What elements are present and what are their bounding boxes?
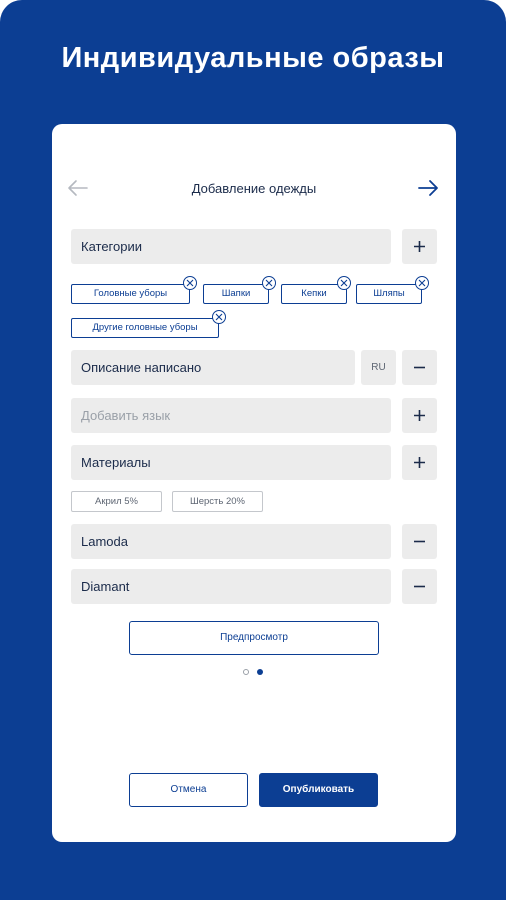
preview-button[interactable]: Предпросмотр [129, 621, 379, 655]
remove-chip-icon[interactable] [183, 276, 197, 290]
remove-chip-icon[interactable] [415, 276, 429, 290]
headline: Индивидуальные образы [61, 42, 445, 74]
category-chip[interactable]: Головные уборы [71, 284, 190, 304]
remove-store-button[interactable] [402, 569, 437, 604]
remove-chip-icon[interactable] [337, 276, 351, 290]
remove-description-button[interactable] [402, 350, 437, 385]
category-chip[interactable]: Шляпы [356, 284, 422, 304]
materials-field[interactable]: Материалы [71, 445, 391, 480]
add-category-button[interactable] [402, 229, 437, 264]
plus-icon [413, 409, 426, 422]
categories-field[interactable]: Категории [71, 229, 391, 264]
page-dot-2[interactable] [257, 669, 263, 675]
remove-chip-icon[interactable] [212, 310, 226, 324]
minus-icon [413, 361, 426, 374]
minus-icon [413, 580, 426, 593]
publish-button[interactable]: Опубликовать [259, 773, 378, 807]
category-chip[interactable]: Кепки [281, 284, 347, 304]
material-tag[interactable]: Шерсть 20% [172, 491, 263, 512]
minus-icon [413, 535, 426, 548]
category-chip[interactable]: Другие головные уборы [71, 318, 219, 338]
add-language-button[interactable] [402, 398, 437, 433]
language-badge[interactable]: RU [361, 350, 396, 385]
arrow-right-icon[interactable] [416, 176, 440, 200]
description-field[interactable]: Описание написано [71, 350, 355, 385]
remove-chip-icon[interactable] [262, 276, 276, 290]
remove-store-button[interactable] [402, 524, 437, 559]
add-language-field[interactable]: Добавить язык [71, 398, 391, 433]
add-clothing-card [52, 124, 456, 842]
add-material-button[interactable] [402, 445, 437, 480]
plus-icon [413, 456, 426, 469]
material-tag[interactable]: Акрил 5% [71, 491, 162, 512]
cancel-button[interactable]: Отмена [129, 773, 248, 807]
store-field-lamoda[interactable]: Lamoda [71, 524, 391, 559]
plus-icon [413, 240, 426, 253]
nav-title: Добавление одежды [191, 181, 317, 196]
store-field-diamant[interactable]: Diamant [71, 569, 391, 604]
category-chip[interactable]: Шапки [203, 284, 269, 304]
page-dot-1[interactable] [243, 669, 249, 675]
